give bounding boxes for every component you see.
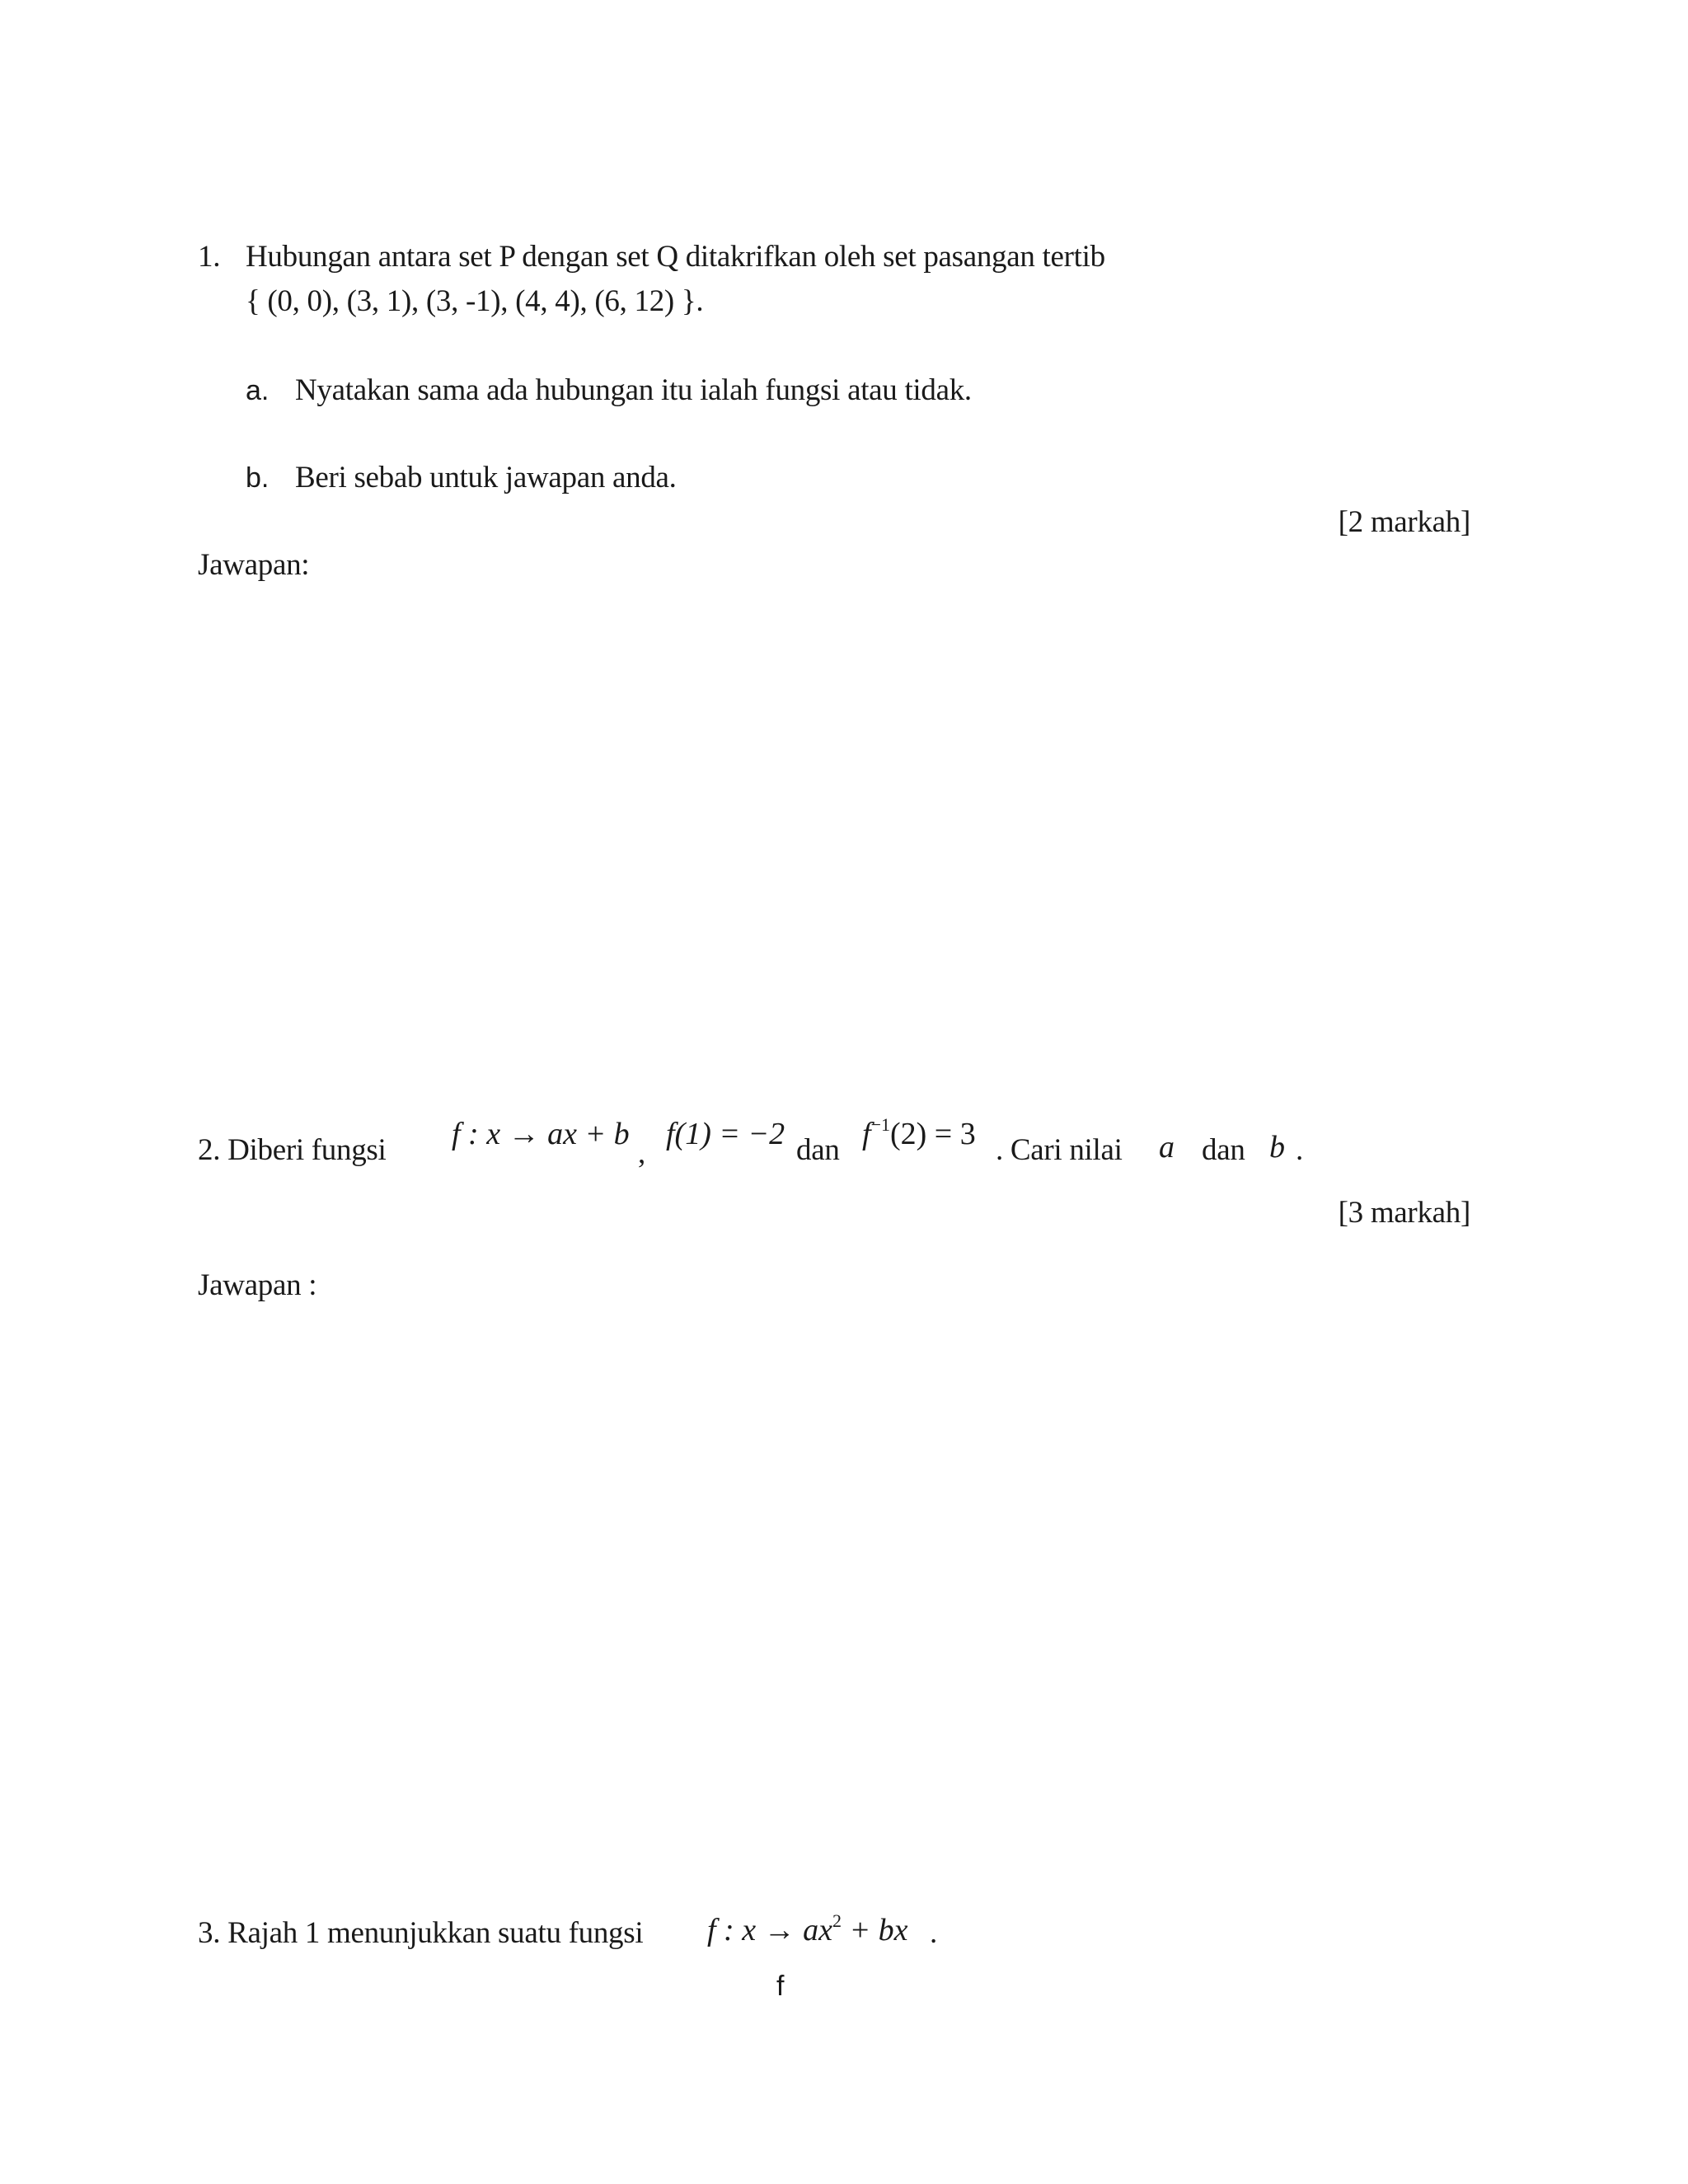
q2-comma: ,: [638, 1137, 645, 1170]
q1-part-b-text: Beri sebab untuk jawapan anda.: [295, 461, 677, 494]
q2-dan: dan: [796, 1133, 840, 1167]
q1-part-a-label: a.: [246, 375, 270, 406]
q2-inverse-value: [862, 1114, 976, 1154]
q1-part-a-text: Nyatakan sama ada hubungan itu ialah fungsi atau tidak.: [295, 373, 972, 407]
q2-lead: 2. Diberi fungsi: [198, 1133, 387, 1167]
footer-mark: f: [776, 1971, 785, 2002]
q2-f1-value: f(1) = −2: [666, 1117, 785, 1151]
q1-marks: [2 markah]: [1338, 505, 1470, 539]
q2-cari-nilai: . Cari nilai: [996, 1133, 1123, 1167]
q2-inverse-f: f: [862, 1117, 871, 1151]
q1-number: 1.: [198, 240, 221, 274]
q3-period: .: [930, 1916, 937, 1950]
q3-function-base: f : x → ax: [707, 1913, 832, 1947]
q1-line1: Hubungan antara set P dengan set Q ditakrifkan oleh set pasangan tertib: [246, 240, 1105, 274]
q2-function-definition: f : x → ax + b: [452, 1117, 630, 1151]
q2-marks: [3 markah]: [1338, 1196, 1470, 1230]
q2-period: .: [1296, 1133, 1303, 1167]
q2-var-a: a: [1159, 1130, 1175, 1165]
q1-line2: { (0, 0), (3, 1), (3, -1), (4, 4), (6, 12) }.: [246, 284, 704, 318]
q3-lead: 3. Rajah 1 menunjukkan suatu fungsi: [198, 1916, 644, 1950]
q2-dan-2: dan: [1202, 1133, 1245, 1167]
q2-inverse-rest: (2) = 3: [889, 1117, 976, 1151]
q2-answer-label: Jawapan :: [198, 1268, 317, 1302]
q3-function-sup: 2: [832, 1910, 842, 1931]
q2-var-b: b: [1269, 1130, 1285, 1165]
q2-inverse-sup: −1: [870, 1114, 890, 1135]
q1-part-b-label: b.: [246, 462, 270, 494]
q1-answer-label: Jawapan:: [198, 548, 310, 582]
q3-function-definition: [707, 1910, 907, 1950]
q3-function-tail: + bx: [841, 1913, 908, 1947]
